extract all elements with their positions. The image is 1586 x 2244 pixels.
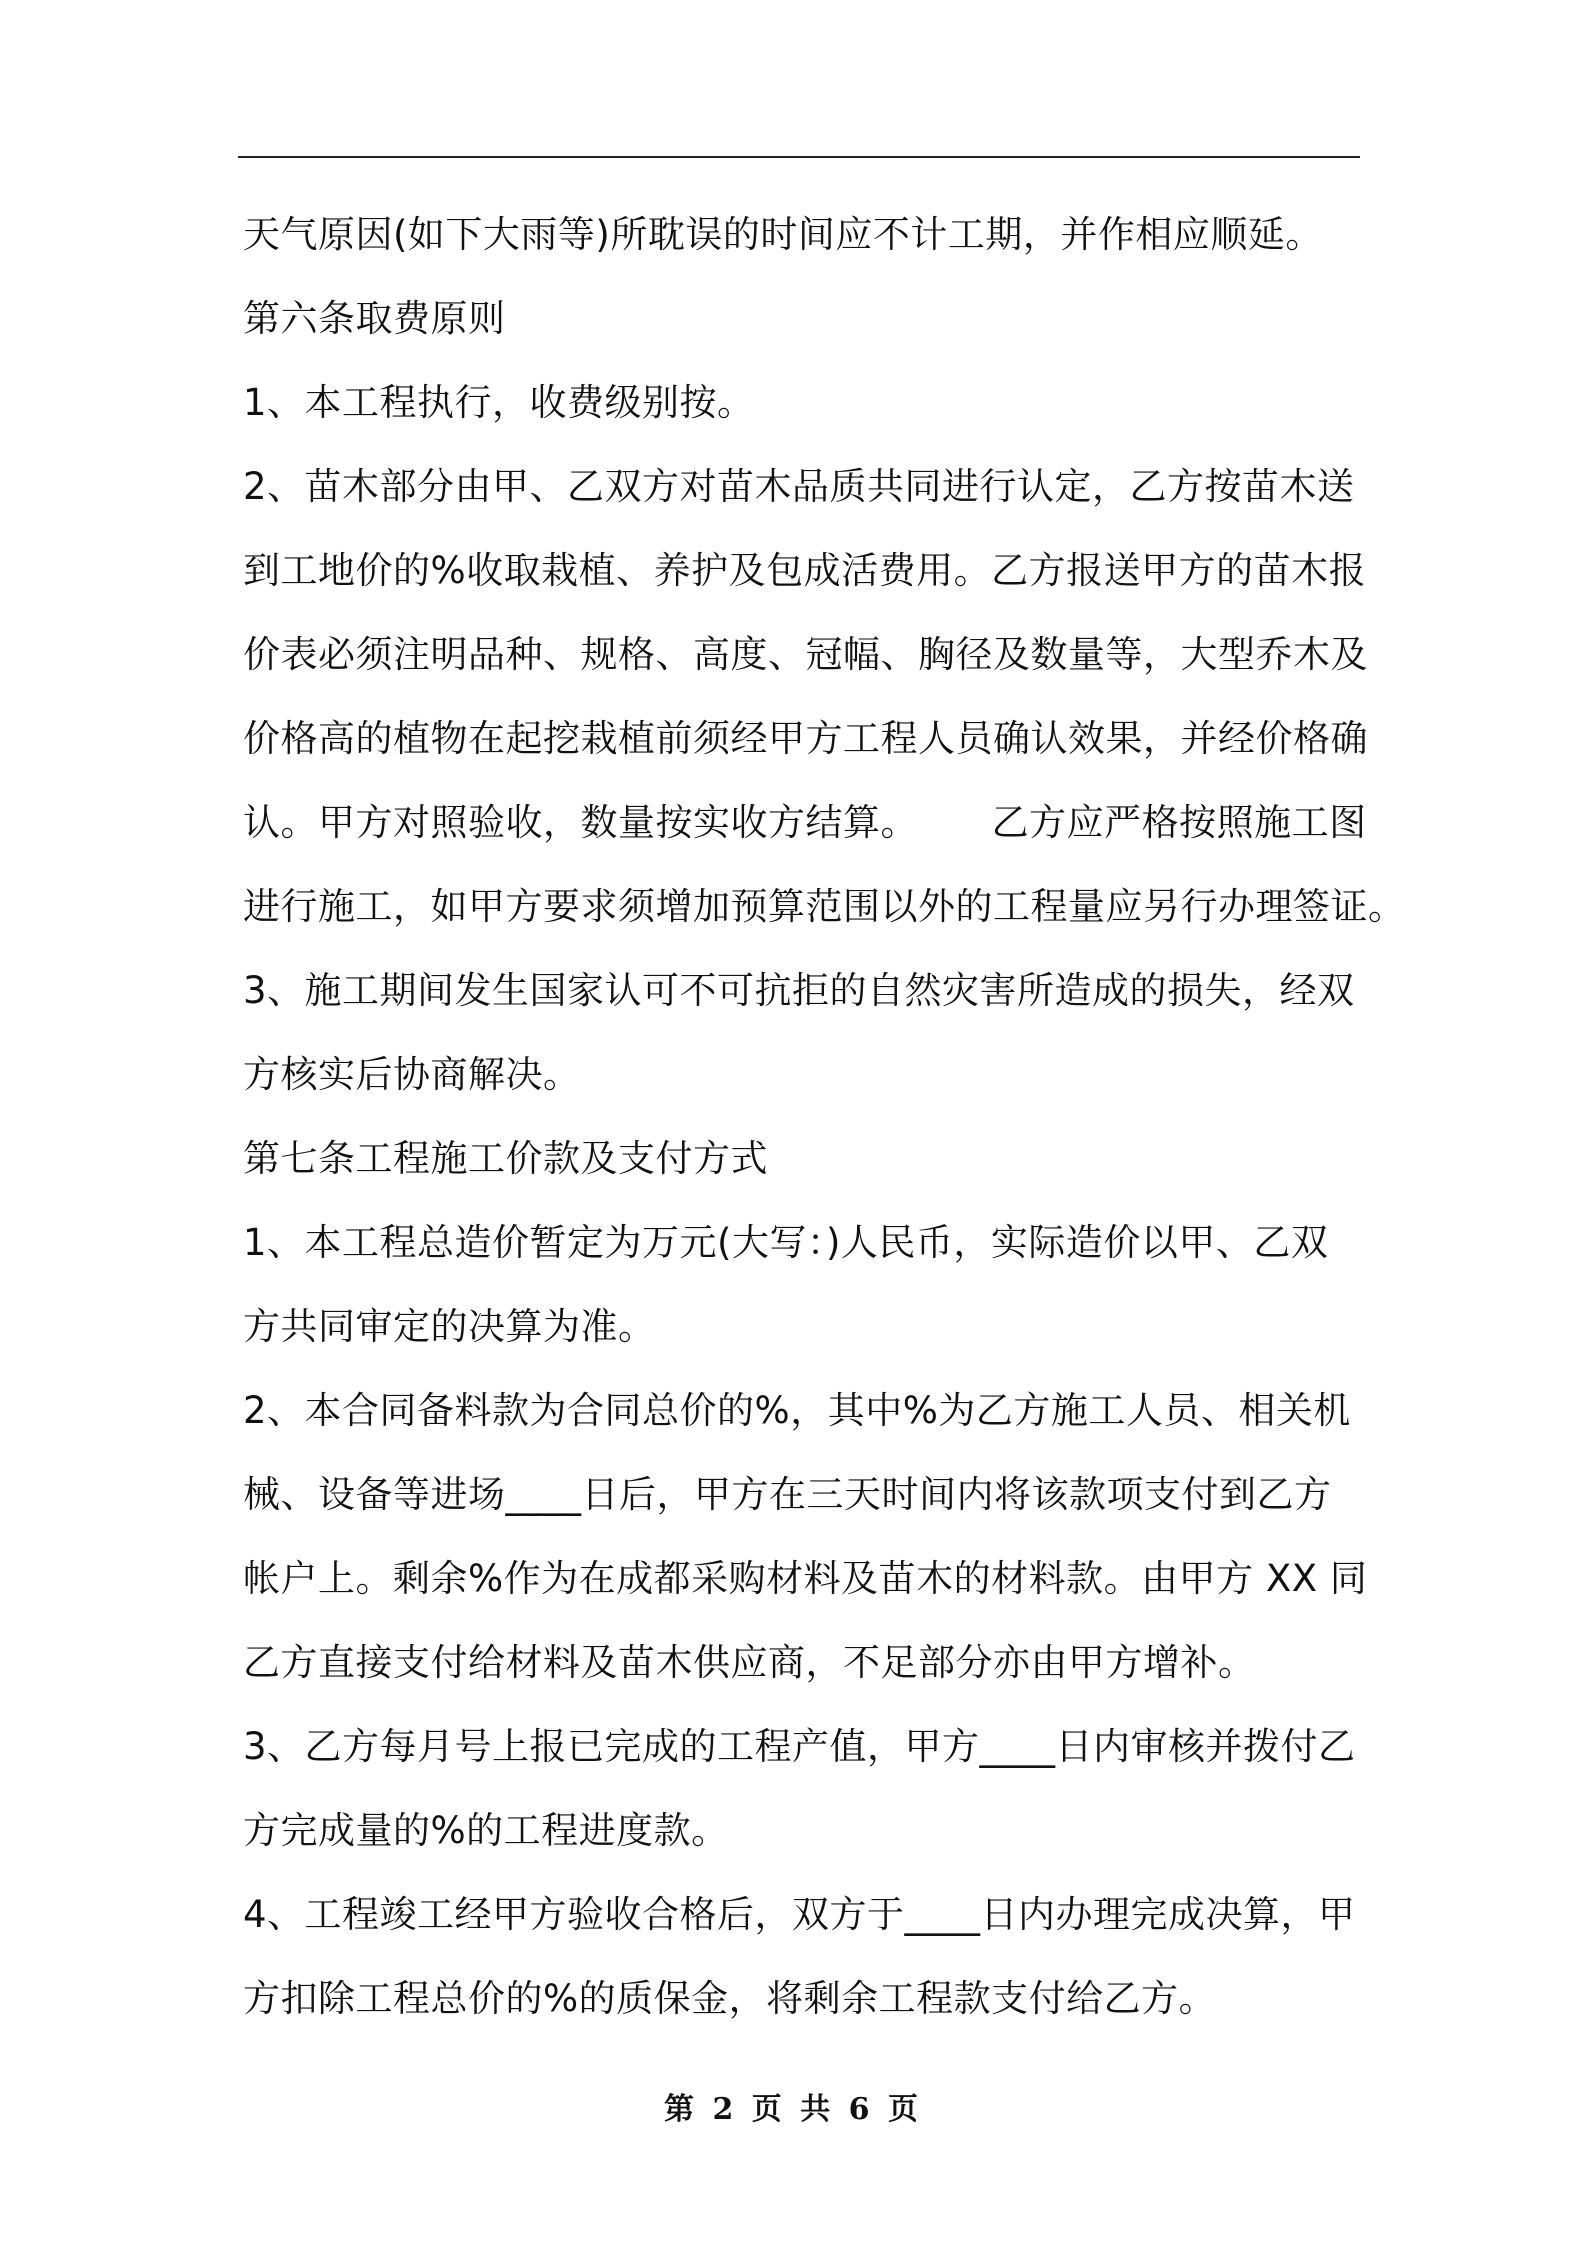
text-line: 天气原因(如下大雨等)所耽误的时间应不计工期，并作相应顺延。	[243, 213, 1323, 256]
section-heading: 第七条工程施工价款及支付方式	[243, 1137, 768, 1180]
text-line: 价表必须注明品种、规格、高度、冠幅、胸径及数量等，大型乔木及	[243, 633, 1368, 676]
section-heading: 第六条取费原则	[243, 297, 506, 340]
text-line: 进行施工，如甲方要求须增加预算范围以外的工程量应另行办理签证。	[243, 885, 1406, 928]
text-line: 方核实后协商解决。	[243, 1053, 581, 1096]
text-line: 3、乙方每月号上报已完成的工程产值，甲方____日内审核并拨付乙	[243, 1725, 1356, 1768]
text-line: 价格高的植物在起挖栽植前须经甲方工程人员确认效果，并经价格确	[243, 717, 1368, 760]
text-line: 1、本工程总造价暂定为万元(大写：)人民币，实际造价以甲、乙双	[243, 1221, 1329, 1264]
text-line: 4、工程竣工经甲方验收合格后，双方于____日内办理完成决算，甲	[243, 1893, 1356, 1936]
text-line: 3、施工期间发生国家认可不可抗拒的自然灾害所造成的损失，经双	[243, 969, 1355, 1012]
document-body	[243, 193, 1406, 2041]
text-line: 乙方直接支付给材料及苗木供应商，不足部分亦由甲方增补。	[243, 1641, 1256, 1684]
text-line: 2、本合同备料款为合同总价的%，其中%为乙方施工人员、相关机	[243, 1389, 1351, 1432]
text-line: 方扣除工程总价的%的质保金，将剩余工程款支付给乙方。	[243, 1977, 1217, 2020]
page-number-footer: 第 2 页 共 6 页	[664, 2092, 922, 2127]
text-line: 到工地价的%收取栽植、养护及包成活费用。乙方报送甲方的苗木报	[243, 549, 1367, 592]
text-line: 认。甲方对照验收，数量按实收方结算。 乙方应严格按照施工图	[243, 801, 1367, 844]
text-line: 方完成量的%的工程进度款。	[243, 1809, 729, 1852]
text-line: 方共同审定的决算为准。	[243, 1305, 656, 1348]
header-rule	[238, 156, 1360, 158]
text-line: 帐户上。剩余%作为在成都采购材料及苗木的材料款。由甲方 XX 同	[243, 1557, 1368, 1600]
text-line: 2、苗木部分由甲、乙双方对苗木品质共同进行认定，乙方按苗木送	[243, 465, 1355, 508]
text-line: 械、设备等进场____日后，甲方在三天时间内将该款项支付到乙方	[243, 1473, 1332, 1516]
text-line: 1、本工程执行，收费级别按。	[243, 381, 755, 424]
